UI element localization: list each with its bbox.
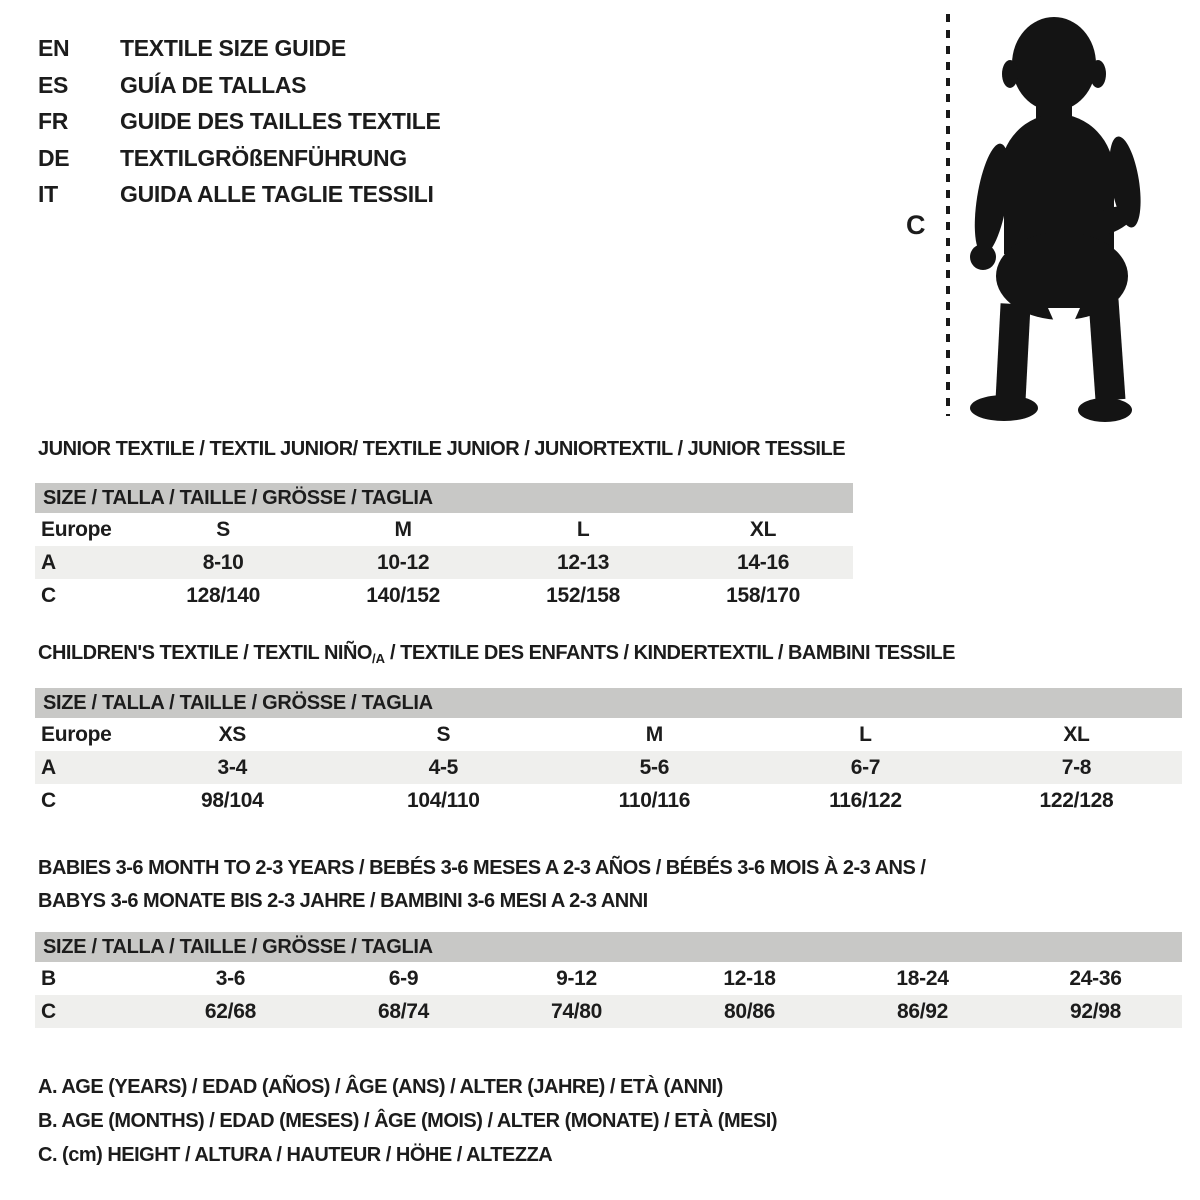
lang-row-it	[38, 176, 441, 213]
table-row-europe	[35, 718, 1182, 751]
table-header-bar: SIZE / TALLA / TAILLE / GRÖSSE / TAGLIA	[35, 932, 1182, 962]
size-cell: XS	[218, 723, 246, 746]
row-label: C	[41, 789, 56, 812]
language-title-list	[38, 30, 441, 213]
lang-label: GUÍA DE TALLAS	[120, 71, 307, 98]
height-cell: 122/128	[1039, 789, 1114, 812]
lang-label: TEXTILGRÖßENFÜHRUNG	[120, 144, 407, 171]
row-label: Europe	[41, 723, 112, 746]
height-cell: 128/140	[186, 584, 261, 607]
title-subscript: /A	[371, 651, 385, 666]
row-label: C	[41, 584, 56, 607]
lang-label: GUIDE DES TAILLES TEXTILE	[120, 108, 441, 134]
size-cell: XL	[1063, 723, 1090, 746]
size-cell: M	[645, 723, 663, 746]
height-cell: 68/74	[377, 1000, 429, 1023]
title-text: CHILDREN'S TEXTILE / TEXTIL NIÑO	[38, 642, 372, 664]
size-table-junior	[35, 483, 853, 612]
table-row-europe	[35, 513, 853, 546]
table-row-height	[35, 995, 1182, 1028]
size-table-children	[35, 688, 1182, 817]
row-label: B	[41, 967, 56, 990]
legend-line-c: C. (cm) HEIGHT / ALTURA / HAUTEUR / HÖHE / ALTEZZA	[38, 1144, 553, 1166]
age-cell: 7-8	[1061, 756, 1092, 779]
legend	[38, 1070, 777, 1172]
lang-code: DE	[38, 144, 70, 171]
lang-row-de	[38, 140, 441, 177]
table-header-bar: SIZE / TALLA / TAILLE / GRÖSSE / TAGLIA	[35, 688, 1182, 718]
age-cell: 4-5	[428, 756, 459, 779]
table-row-months	[35, 962, 1182, 995]
height-cell: 140/152	[366, 584, 441, 607]
title-text: / TEXTILE DES ENFANTS / KINDERTEXTIL / BAMBINI TESSILE	[384, 642, 955, 664]
lang-code: EN	[38, 35, 70, 61]
legend-line-b: B. AGE (MONTHS) / EDAD (MESES) / ÂGE (MOIS) / ALTER (MONATE) / ETÀ (MESI)	[38, 1110, 778, 1132]
table-header-bar: SIZE / TALLA / TAILLE / GRÖSSE / TAGLIA	[35, 483, 853, 513]
size-cell: S	[216, 518, 230, 541]
months-cell: 9-12	[556, 967, 597, 990]
row-label: Europe	[41, 518, 112, 541]
height-cell: 98/104	[201, 789, 264, 812]
legend-line-a: A. AGE (YEARS) / EDAD (AÑOS) / ÂGE (ANS) / ALTER (JAHRE) / ETÀ (ANNI)	[38, 1076, 723, 1098]
section-title-junior: JUNIOR TEXTILE / TEXTIL JUNIOR/ TEXTILE JUNIOR / JUNIORTEXTIL / JUNIOR TESSILE	[38, 438, 846, 460]
months-cell: 3-6	[215, 967, 246, 990]
title-line-1: BABIES 3-6 MONTH TO 2-3 YEARS / BEBÉS 3-6 MESES A 2-3 AÑOS / BÉBÉS 3-6 MOIS À 2-3 ANS /	[38, 857, 926, 879]
row-label: A	[41, 756, 56, 779]
row-label: C	[41, 1000, 56, 1023]
months-cell: 18-24	[896, 967, 949, 990]
lang-label: GUIDA ALLE TAGLIE TESSILI	[120, 181, 434, 207]
title-line-2: BABYS 3-6 MONATE BIS 2-3 JAHRE / BAMBINI 3-6 MESI A 2-3 ANNI	[38, 890, 648, 912]
height-cell: 86/92	[896, 1000, 949, 1023]
months-cell: 24-36	[1069, 967, 1122, 990]
age-cell: 6-7	[850, 756, 881, 779]
measure-label-c: C	[906, 210, 926, 240]
table-row-height	[35, 784, 1182, 817]
size-cell: S	[436, 723, 451, 746]
height-cell: 110/116	[618, 789, 691, 812]
lang-code: ES	[38, 71, 69, 98]
lang-label: TEXTILE SIZE GUIDE	[120, 35, 346, 61]
row-label: A	[41, 551, 56, 574]
size-cell: L	[859, 723, 872, 746]
lang-code: FR	[38, 108, 69, 134]
months-cell: 6-9	[388, 967, 419, 990]
size-cell: XL	[749, 518, 777, 541]
size-cell: L	[576, 518, 590, 541]
height-cell: 92/98	[1070, 1000, 1122, 1023]
months-cell: 12-18	[723, 967, 776, 990]
age-cell: 10-12	[377, 551, 430, 574]
height-cell: 116/122	[829, 789, 902, 812]
height-dashed-line	[946, 14, 950, 416]
age-cell: 3-4	[217, 756, 247, 779]
size-cell: M	[394, 518, 412, 541]
lang-row-es	[38, 67, 441, 104]
table-row-age	[35, 546, 853, 579]
size-table-babies	[35, 932, 1182, 1028]
height-cell: 80/86	[723, 1000, 776, 1023]
section-title-children	[38, 642, 955, 666]
lang-code: IT	[38, 181, 58, 207]
section-title-babies	[38, 852, 925, 918]
height-cell: 158/170	[726, 584, 800, 607]
age-cell: 5-6	[639, 756, 670, 779]
lang-row-fr	[38, 103, 441, 140]
table-row-height	[35, 579, 853, 612]
age-cell: 12-13	[556, 551, 610, 574]
height-cell: 152/158	[546, 584, 620, 607]
height-cell: 62/68	[204, 1000, 256, 1023]
table-row-age	[35, 751, 1182, 784]
height-cell: 74/80	[550, 1000, 603, 1023]
toddler-silhouette-icon	[962, 14, 1147, 424]
height-cell: 104/110	[406, 789, 480, 812]
age-cell: 8-10	[202, 551, 244, 574]
lang-row-en	[38, 30, 441, 67]
age-cell: 14-16	[736, 551, 790, 574]
